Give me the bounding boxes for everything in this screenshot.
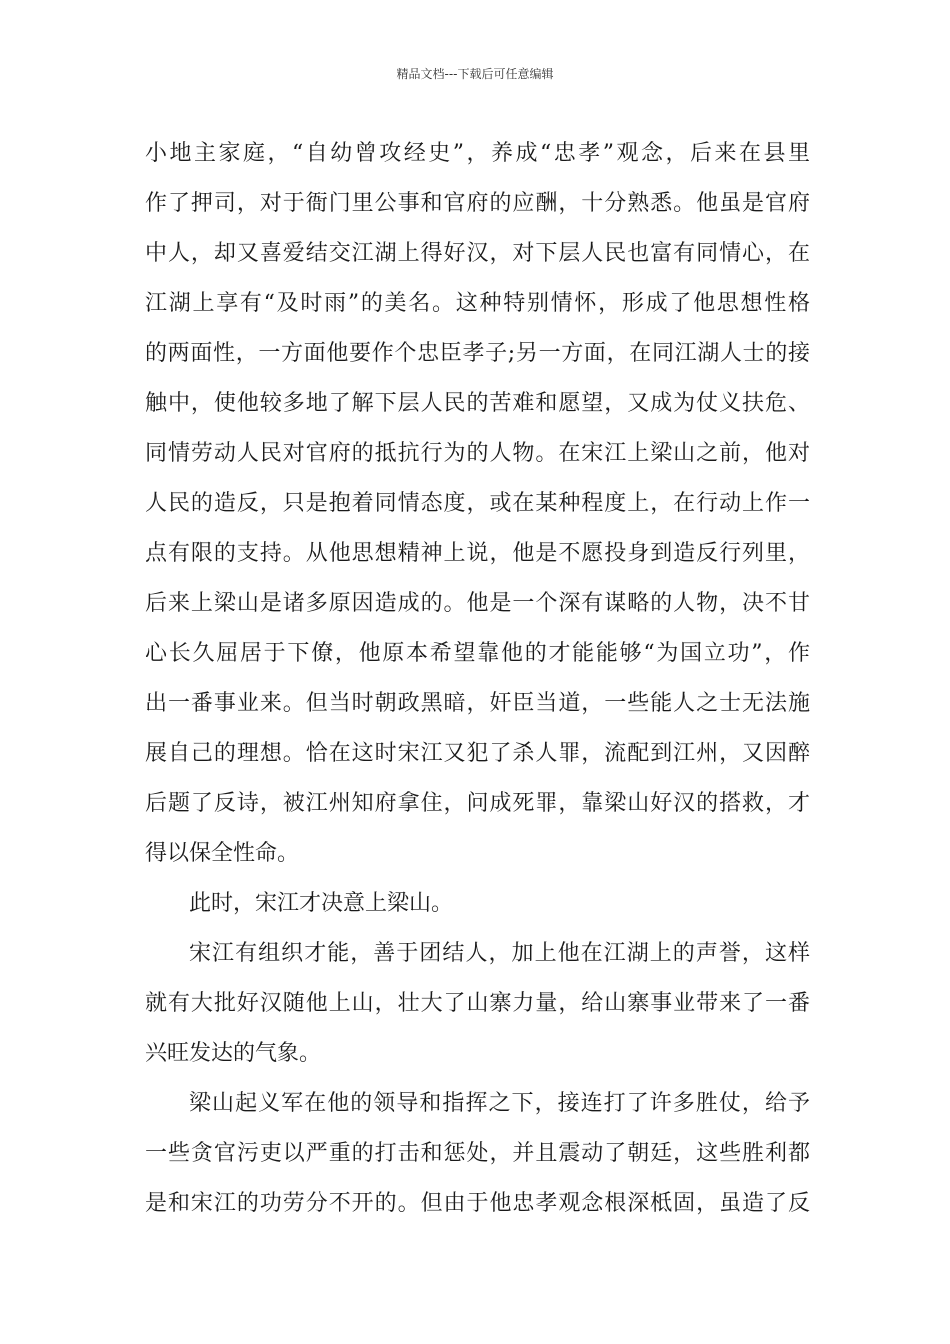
text-line: 江湖上享有“及时雨”的美名。这种特别情怀，形成了他思想性格 — [145, 291, 810, 316]
text-line: 同情劳动人民对官府的抵抗行为的人物。在宋江上梁山之前，他对 — [145, 441, 810, 466]
paragraph — [145, 879, 810, 929]
text-line: 心长久屈居于下僚，他原本希望靠他的才能能够“为国立功”，作 — [145, 641, 810, 666]
text-line: 得以保全性命。 — [145, 841, 300, 866]
text-line: 出一番事业来。但当时朝政黑暗，奸臣当道，一些能人之士无法施 — [145, 691, 810, 716]
text-line: 触中，使他较多地了解下层人民的苦难和愿望，又成为仗义扶危、 — [145, 391, 810, 416]
text-line: 宋江有组织才能，善于团结人，加上他在江湖上的声誉，这样 — [189, 941, 810, 966]
text-line: 就有大批好汉随他上山，壮大了山寨力量，给山寨事业带来了一番 — [145, 991, 810, 1016]
paragraph — [145, 929, 810, 1079]
text-line: 人民的造反，只是抱着同情态度，或在某种程度上，在行动上作一 — [145, 491, 810, 516]
text-line: 作了押司，对于衙门里公事和官府的应酬，十分熟悉。他虽是官府 — [145, 191, 810, 216]
text-line: 此时，宋江才决意上梁山。 — [189, 891, 454, 916]
text-line: 后来上梁山是诸多原因造成的。他是一个深有谋略的人物，决不甘 — [145, 591, 810, 616]
document-body — [145, 129, 810, 1229]
text-line: 兴旺发达的气象。 — [145, 1041, 322, 1066]
text-line: 的两面性，一方面他要作个忠臣孝子;另一方面，在同江湖人士的接 — [145, 341, 810, 366]
page-header: 精品文档---下载后可任意编辑 — [396, 67, 554, 81]
paragraph — [145, 1079, 810, 1229]
text-line: 后题了反诗，被江州知府拿住，问成死罪，靠梁山好汉的搭救，才 — [145, 791, 810, 816]
text-line: 一些贪官污吏以严重的打击和惩处，并且震动了朝廷，这些胜利都 — [145, 1141, 810, 1166]
paragraph — [145, 129, 810, 879]
text-line: 展自己的理想。恰在这时宋江又犯了杀人罪，流配到江州，又因醉 — [145, 741, 810, 766]
text-line: 梁山起义军在他的领导和指挥之下，接连打了许多胜仗，给予 — [189, 1091, 810, 1116]
text-line: 是和宋江的功劳分不开的。但由于他忠孝观念根深柢固，虽造了反 — [145, 1191, 810, 1216]
text-line: 中人，却又喜爱结交江湖上得好汉，对下层人民也富有同情心，在 — [145, 241, 810, 266]
text-line: 小地主家庭，“自幼曾攻经史”，养成“忠孝”观念，后来在县里 — [145, 141, 810, 166]
text-line: 点有限的支持。从他思想精神上说，他是不愿投身到造反行列里， — [145, 541, 810, 566]
